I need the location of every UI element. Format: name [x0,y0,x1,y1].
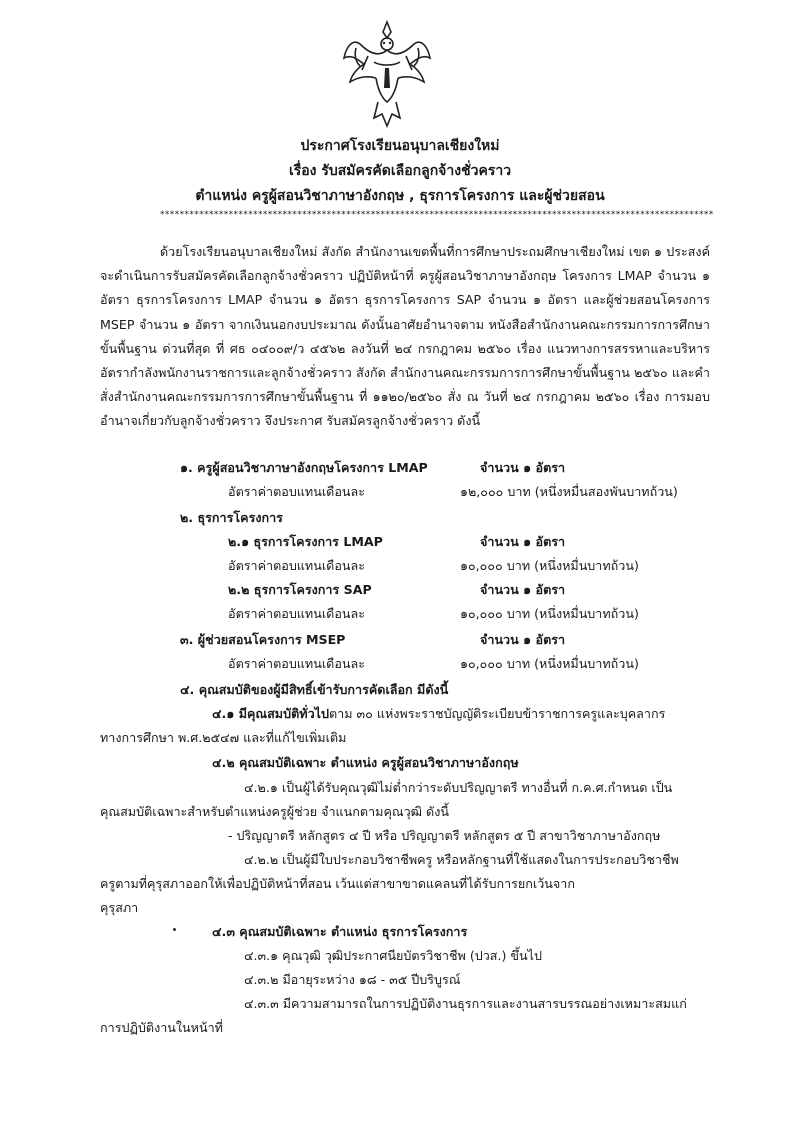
qualification-4-3-2: ๔.๓.๒ มีอายุระหว่าง ๑๘ - ๓๕ ปีบริบูรณ์ [244,972,461,987]
qualification-4-1-head: ๔.๑ มีคุณสมบัติทั่วไป [212,706,329,721]
position-2-1-count: จำนวน ๑ อัตรา [480,534,566,549]
qualification-4-1-body: ตาม ๓๐ แห่งพระราชบัญญัติระเบียบข้าราชการครูและบุคลากร [328,706,666,721]
intro-paragraph: ด้วยโรงเรียนอนุบาลเชียงใหม่ สังกัด สำนักงานเขตพื้นที่การศึกษาประถมศึกษาเชียงใหม่ เขต ๑ ประสงค์จะดำเนินการรับสมัครคัดเลือกลูกจ้างชั่วคราว ปฏิบัติหน้าที่ ครูผู้สอนวิชาภาษาอังกฤษ โครงการ LMAP จำนวน ๑ อัตรา ธุรการโครงการ LMAP จำนวน ๑ อัตรา ธุรการโครงการ SAP จำนวน ๑ อัตรา และผู้ช่วยสอนโครงการ MSEP จำนวน ๑ อัตรา จากเงินนอกงบประมาณ ดังนั้นอาศัยอำนาจตาม หนังสือสำนักงานคณะกรรมการการศึกษาขั้นพื้นฐาน ด่วนที่สุด ที่ ศธ ๐๔๐๐๙/ว ๔๕๖๒ ลงวันที่ ๒๔ กรกฎาคม ๒๕๖๐ เรื่อง แนวทางการสรรหาและบริหารอัตรากำลังพนักงานราชการและลูกจ้างชั่วคราว สังกัด สำนักงานคณะกรรมการการศึกษาขั้นพื้นฐาน ๒๕๖๐ และคำสั่งสำนักงานคณะกรรมการการศึกษาขั้นพื้นฐาน ที่ ๑๑๒๐/๒๕๖๐ สั่ง ณ วันที่ ๒๔ กรกฎาคม ๒๕๖๐ เรื่อง การมอบอำนาจเกี่ยวกับลูกจ้างชั่วคราว จึงประกาศ รับสมัครลูกจ้างชั่วคราว ดังนี้ [100,244,710,429]
qualifications-title: ๔. คุณสมบัติของผู้มีสิทธิ์เข้ารับการคัดเลือก มีดังนี้ [180,682,449,697]
position-2-1-title: ๒.๑ ธุรการโครงการ LMAP [228,534,383,549]
qualification-4-3-1: ๔.๓.๑ คุณวุฒิ วุฒิประกาศนียบัตรวิชาชีพ (ปวส.) ขึ้นไป [244,948,542,963]
position-2-2-rate: ๑๐,๐๐๐ บาท (หนึ่งหมื่นบาทถ้วน) [460,606,639,621]
qualification-4-3-3-line1: ๔.๓.๓ มีความสามารถในการปฏิบัติงานธุรการและงานสารบรรณอย่างเหมาะสมแก่ [244,996,687,1011]
position-1-rate: ๑๒,๐๐๐ บาท (หนึ่งหมื่นสองพันบาทถ้วน) [460,484,678,499]
qualification-4-2-2-line3: คุรุสภา [100,900,139,915]
announcement-positions: ตำแหน่ง ครูผู้สอนวิชาภาษาอังกฤษ , ธุรการโครงการ และผู้ช่วยสอน [195,188,605,204]
position-2-1-rate: ๑๐,๐๐๐ บาท (หนึ่งหมื่นบาทถ้วน) [460,558,639,573]
separator-line: ***************************************************************************************************************** [160,210,714,220]
position-2-2-rate-label: อัตราค่าตอบแทนเดือนละ [228,606,365,621]
qualification-4-2-1-line2: คุณสมบัติเฉพาะสำหรับตำแหน่งครูผู้ช่วย จำแนกตามคุณวุฒิ ดังนี้ [100,804,449,819]
qualification-4-3-3-line2: การปฏิบัติงานในหน้าที่ [100,1020,223,1035]
position-2-1-rate-label: อัตราค่าตอบแทนเดือนละ [228,558,365,573]
qualification-4-3-head: ๔.๓ คุณสมบัติเฉพาะ ตำแหน่ง ธุรการโครงการ [212,924,468,939]
position-3-title: ๓. ผู้ช่วยสอนโครงการ MSEP [180,632,346,647]
position-2-2-title: ๒.๒ ธุรการโครงการ SAP [228,582,372,597]
qualification-4-2-1-degree: - ปริญญาตรี หลักสูตร ๔ ปี หรือ ปริญญาตรี หลักสูตร ๕ ปี สาขาวิชาภาษาอังกฤษ [228,828,661,843]
position-3-rate: ๑๐,๐๐๐ บาท (หนึ่งหมื่นบาทถ้วน) [460,656,639,671]
qualification-4-2-2-line2: ครูตามที่คุรุสภาออกให้เพื่อปฏิบัติหน้าที่สอน เว้นแต่สาขาขาดแคลนที่ได้รับการยกเว้นจาก [100,876,575,891]
qualification-4-2-head: ๔.๒ คุณสมบัติเฉพาะ ตำแหน่ง ครูผู้สอนวิชาภาษาอังกฤษ [212,755,519,770]
announcement-subject: เรื่อง รับสมัครคัดเลือกลูกจ้างชั่วคราว [288,163,512,179]
position-1-title: ๑. ครูผู้สอนวิชาภาษาอังกฤษโครงการ LMAP [180,460,428,475]
qualification-4-2-1-line1: ๔.๒.๑ เป็นผู้ได้รับคุณวุฒิไม่ต่ำกว่าระดับปริญญาตรี ทางอื่นที่ ก.ค.ศ.กำหนด เป็น [244,780,673,795]
qualification-4-2-2-line1: ๔.๒.๒ เป็นผู้มีใบประกอบวิชาชีพครู หรือหลักฐานที่ใช้แสดงในการประกอบวิชาชีพ [244,852,679,867]
announcement-title: ประกาศโรงเรียนอนุบาลเชียงใหม่ [300,138,500,154]
position-2-2-count: จำนวน ๑ อัตรา [480,582,566,597]
position-1-count: จำนวน ๑ อัตรา [480,460,566,475]
garuda-emblem-icon [338,18,436,130]
qualification-4-1-body-cont: ทางการศึกษา พ.ศ.๒๕๔๗ และที่แก้ไขเพิ่มเติม [100,730,347,745]
position-3-count: จำนวน ๑ อัตรา [480,632,566,647]
position-2-title: ๒. ธุรการโครงการ [180,510,283,525]
position-1-rate-label: อัตราค่าตอบแทนเดือนละ [228,484,365,499]
stray-ink-mark [173,928,176,931]
position-3-rate-label: อัตราค่าตอบแทนเดือนละ [228,656,365,671]
qualification-4-1 [212,704,665,724]
